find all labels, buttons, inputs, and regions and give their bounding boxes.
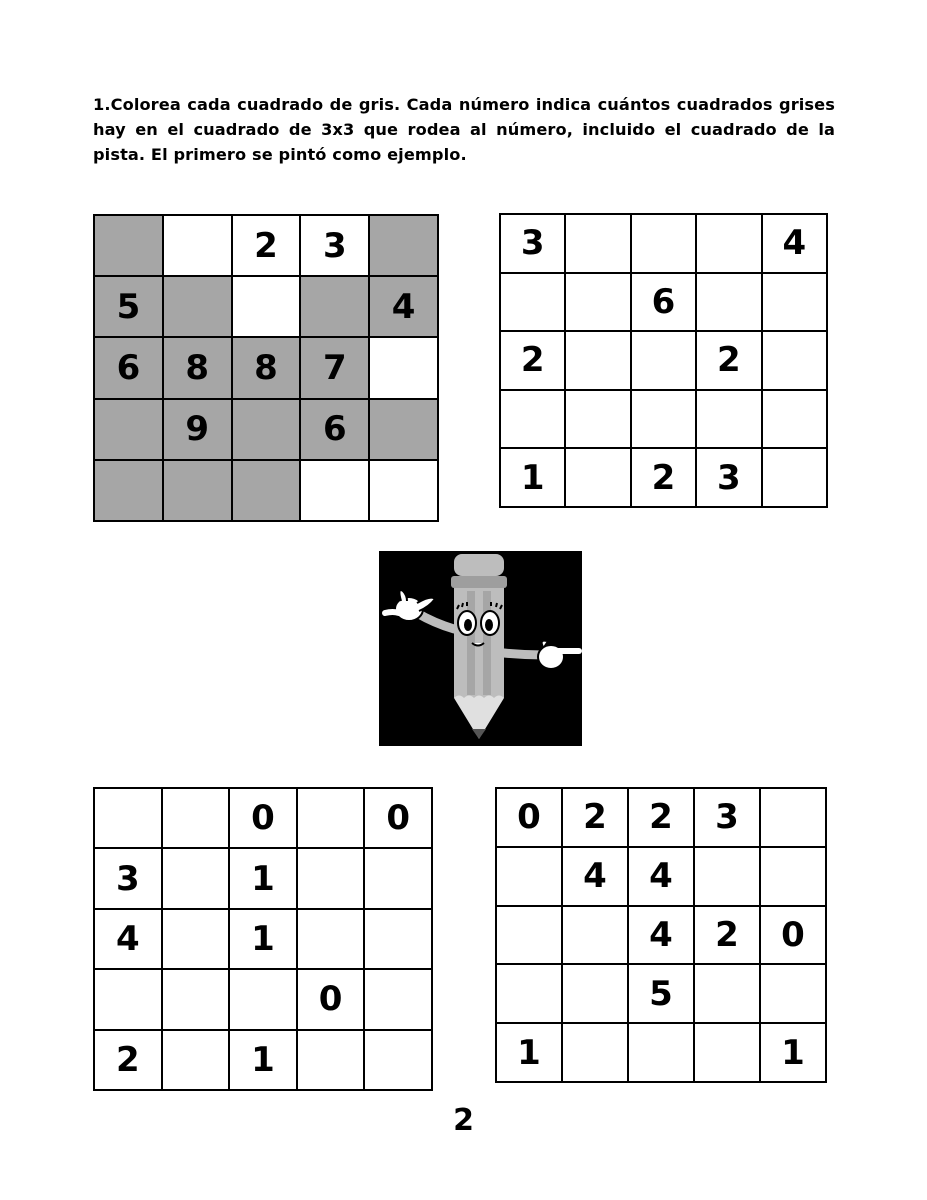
grid-cell	[695, 848, 761, 907]
grid-cell: 8	[233, 338, 302, 399]
grid-cell	[298, 910, 366, 970]
grid-cell: 0	[761, 907, 827, 966]
grid-cell	[761, 848, 827, 907]
grid-cell	[365, 849, 433, 909]
grid-cell	[501, 391, 566, 450]
grid-cell: 4	[95, 910, 163, 970]
grid-cell	[370, 338, 439, 399]
grid-cell	[370, 461, 439, 522]
grid-cell: 2	[233, 216, 302, 277]
grid-cell: 0	[298, 970, 366, 1030]
grid-cell: 4	[563, 848, 629, 907]
grid-cell	[632, 391, 697, 450]
grid-cell	[163, 789, 231, 849]
grid-cell	[163, 849, 231, 909]
grid-cell: 2	[695, 907, 761, 966]
grid-cell: 0	[365, 789, 433, 849]
grid-cell	[298, 849, 366, 909]
grid-cell	[566, 449, 631, 508]
grid-cell: 1	[497, 1024, 563, 1083]
grid-cell	[298, 1031, 366, 1091]
grid-cell	[563, 965, 629, 1024]
grid-cell: 3	[501, 215, 566, 274]
grid-cell	[763, 332, 828, 391]
grid-cell: 3	[697, 449, 762, 508]
grid-cell: 6	[301, 400, 370, 461]
grid-cell	[95, 970, 163, 1030]
grid-cell	[632, 332, 697, 391]
grid-cell	[497, 907, 563, 966]
grid-cell	[365, 970, 433, 1030]
grid-cell	[163, 910, 231, 970]
grid-cell	[233, 461, 302, 522]
grid-cell	[563, 907, 629, 966]
grid-cell: 5	[629, 965, 695, 1024]
grid-cell: 0	[497, 789, 563, 848]
puzzle-grid-3	[93, 787, 433, 1091]
grid-cell	[629, 1024, 695, 1083]
grid-cell: 1	[230, 910, 298, 970]
grid-cell: 3	[695, 789, 761, 848]
grid-cell: 1	[230, 1031, 298, 1091]
grid-cell	[763, 449, 828, 508]
grid-cell	[763, 274, 828, 333]
grid-cell: 8	[164, 338, 233, 399]
grid-cell	[501, 274, 566, 333]
grid-cell	[695, 965, 761, 1024]
grid-cell	[632, 215, 697, 274]
grid-cell	[697, 215, 762, 274]
grid-cell	[298, 789, 366, 849]
grid-cell	[95, 789, 163, 849]
grid-cell	[230, 970, 298, 1030]
grid-cell: 2	[95, 1031, 163, 1091]
grid-cell: 4	[629, 907, 695, 966]
grid-cell: 2	[697, 332, 762, 391]
grid-cell: 2	[563, 789, 629, 848]
grid-cell: 1	[230, 849, 298, 909]
grid-cell	[566, 391, 631, 450]
grid-cell	[697, 274, 762, 333]
grid-cell	[763, 391, 828, 450]
puzzle-grid-2	[499, 213, 828, 508]
grid-cell	[566, 215, 631, 274]
page-number: 2	[453, 1103, 474, 1138]
grid-cell	[497, 965, 563, 1024]
grid-cell: 3	[301, 216, 370, 277]
grid-cell: 2	[629, 789, 695, 848]
grid-cell	[95, 216, 164, 277]
grid-cell	[164, 277, 233, 338]
grid-cell: 1	[761, 1024, 827, 1083]
pencil-mascot-icon	[379, 551, 582, 746]
grid-cell	[370, 400, 439, 461]
grid-cell	[163, 1031, 231, 1091]
instructions-text: 1.Colorea cada cuadrado de gris. Cada número indica cuántos cuadrados grises hay en el cuadrado de 3x3 que rodea al número, incluido el cuadrado de la pista. El primero se pintó como ejemplo.	[93, 95, 835, 164]
grid-cell	[761, 965, 827, 1024]
grid-cell	[164, 216, 233, 277]
grid-cell	[95, 400, 164, 461]
puzzle-grid-4	[495, 787, 827, 1083]
grid-cell	[301, 461, 370, 522]
grid-cell: 9	[164, 400, 233, 461]
grid-cell: 2	[501, 332, 566, 391]
grid-cell	[365, 910, 433, 970]
grid-cell	[164, 461, 233, 522]
grid-cell	[95, 461, 164, 522]
grid-cell	[301, 277, 370, 338]
grid-cell: 0	[230, 789, 298, 849]
grid-cell: 6	[95, 338, 164, 399]
grid-cell: 5	[95, 277, 164, 338]
example-puzzle-grid	[93, 214, 439, 522]
grid-cell	[233, 277, 302, 338]
grid-cell: 4	[763, 215, 828, 274]
grid-cell	[163, 970, 231, 1030]
pencil-mascot-illustration	[379, 551, 582, 746]
grid-cell: 3	[95, 849, 163, 909]
grid-cell	[365, 1031, 433, 1091]
grid-cell	[497, 848, 563, 907]
grid-cell: 4	[629, 848, 695, 907]
grid-cell: 1	[501, 449, 566, 508]
grid-cell	[233, 400, 302, 461]
grid-cell	[566, 274, 631, 333]
grid-cell: 4	[370, 277, 439, 338]
grid-cell	[761, 789, 827, 848]
grid-cell	[370, 216, 439, 277]
grid-cell	[566, 332, 631, 391]
grid-cell: 2	[632, 449, 697, 508]
grid-cell	[697, 391, 762, 450]
grid-cell: 6	[632, 274, 697, 333]
grid-cell	[563, 1024, 629, 1083]
grid-cell: 7	[301, 338, 370, 399]
grid-cell	[695, 1024, 761, 1083]
